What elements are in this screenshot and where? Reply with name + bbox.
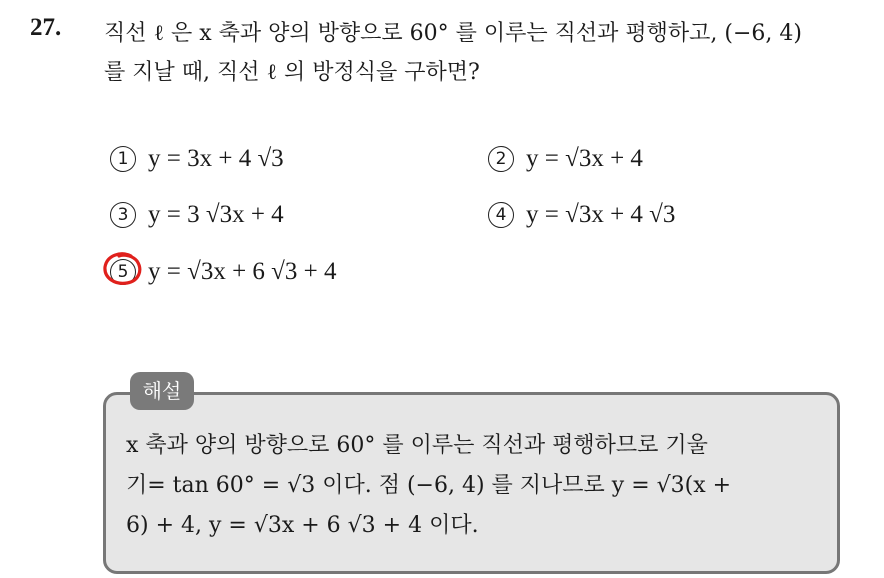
option-4-expr: y = √3x + 4 √3 [526, 201, 676, 228]
option-2[interactable] [488, 145, 643, 173]
option-2-expr: y = √3x + 4 [526, 145, 643, 172]
option-number-5: 5 [110, 259, 136, 285]
question-line-1: 직선 ℓ 은 x 축과 양의 방향으로 60° 를 이루는 직선과 평행하고, (−6, 4) [104, 21, 802, 46]
solution-line-3: 6) + 4, y = √3x + 6 √3 + 4 이다. [126, 513, 479, 538]
question-line-2: 를 지날 때, 직선 ℓ 의 방정식을 구하면? [104, 60, 480, 85]
option-number-3: 3 [110, 202, 136, 228]
option-number-2: 2 [488, 146, 514, 172]
option-number-4: 4 [488, 202, 514, 228]
solution-tag: 해설 [130, 372, 194, 410]
option-1[interactable] [110, 145, 284, 173]
answer-mark-circle [101, 250, 145, 288]
option-1-expr: y = 3x + 4 √3 [148, 145, 284, 172]
option-3[interactable] [110, 201, 284, 229]
option-number-1: 1 [110, 146, 136, 172]
option-5-expr: y = √3x + 6 √3 + 4 [148, 258, 337, 285]
solution-line-1: x 축과 양의 방향으로 60° 를 이루는 직선과 평행하므로 기울 [126, 433, 708, 458]
solution-line-2: 기= tan 60° = √3 이다. 점 (−6, 4) 를 지나므로 y = √3(x + [126, 473, 732, 498]
option-3-expr: y = 3 √3x + 4 [148, 201, 284, 228]
option-4[interactable] [488, 201, 675, 229]
question-number: 27. [30, 14, 62, 41]
